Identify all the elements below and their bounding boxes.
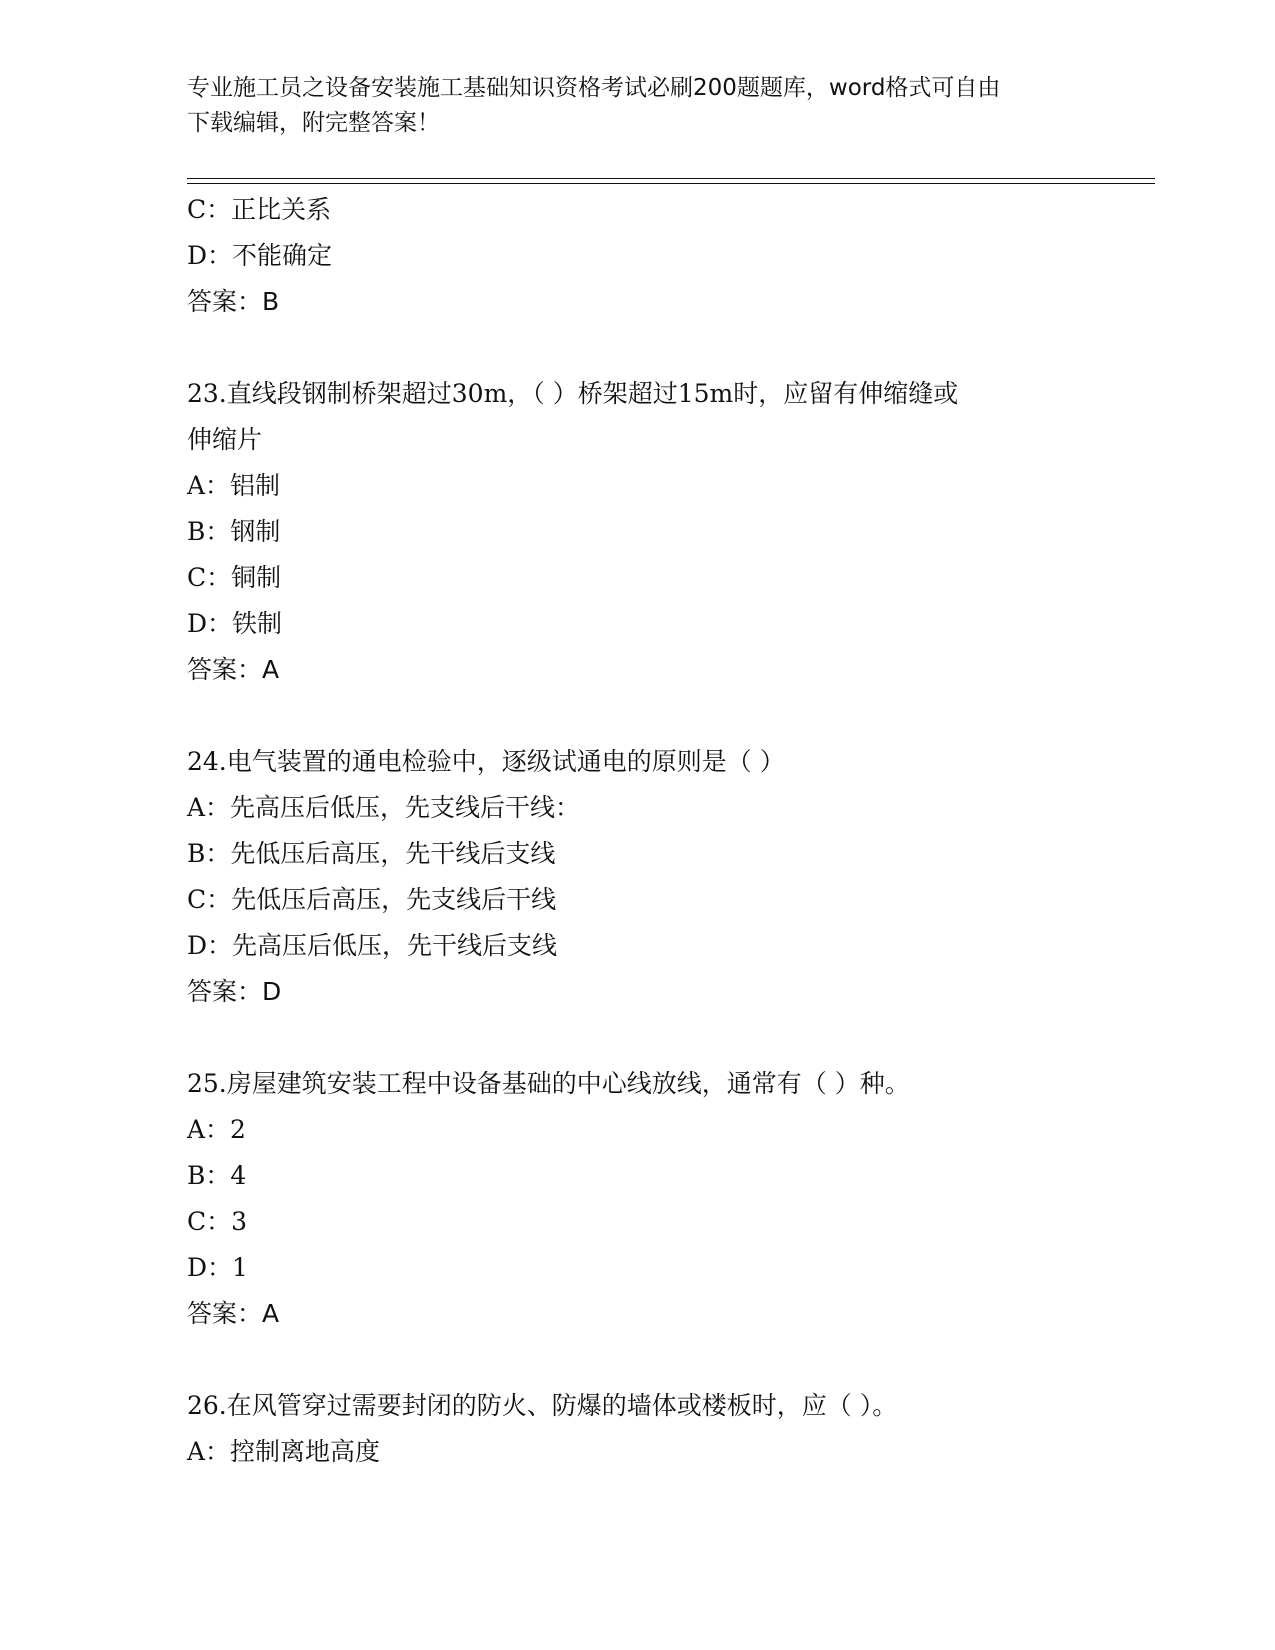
question-text: 26.在风管穿过需要封闭的防火、防爆的墙体或楼板时，应（ ）。 — [187, 1391, 898, 1420]
spacer — [187, 1337, 1155, 1383]
question-text-line-2: 伸缩片 — [187, 425, 263, 454]
option-d: D：铁制 — [187, 609, 283, 638]
question-25 — [187, 1061, 1155, 1337]
question-text: 25.房屋建筑安装工程中设备基础的中心线放线，通常有（ ）种。 — [187, 1069, 910, 1098]
document-header — [187, 71, 1087, 141]
option-a: A：控制离地高度 — [187, 1437, 381, 1466]
answer: 答案：D — [187, 977, 282, 1006]
header-line-1: 专业施工员之设备安装施工基础知识资格考试必刷200题题库，word格式可自由 — [187, 75, 1001, 101]
spacer — [187, 325, 1155, 371]
question-22-partial — [187, 187, 1155, 325]
header-line-2: 下载编辑，附完整答案！ — [187, 110, 440, 136]
spacer — [187, 1015, 1155, 1061]
header-rule-bottom — [187, 183, 1155, 184]
option-b: B：钢制 — [187, 517, 281, 546]
question-24 — [187, 739, 1155, 1015]
option-c: C：铜制 — [187, 563, 282, 592]
option-d: D：1 — [187, 1253, 248, 1282]
option-c: C：正比关系 — [187, 195, 332, 224]
question-list — [187, 187, 1155, 1475]
option-c: C：3 — [187, 1207, 248, 1236]
answer: 答案：B — [187, 287, 280, 316]
header-rule-top — [187, 178, 1155, 179]
option-d: D：先高压后低压，先干线后支线 — [187, 931, 558, 960]
option-a: A：铝制 — [187, 471, 281, 500]
option-d: D：不能确定 — [187, 241, 333, 270]
option-c: C：先低压后高压，先支线后干线 — [187, 885, 557, 914]
option-a: A：2 — [187, 1115, 246, 1144]
option-a: A：先高压后低压，先支线后干线： — [187, 793, 581, 822]
option-b: B：先低压后高压，先干线后支线 — [187, 839, 556, 868]
answer: 答案：A — [187, 1299, 280, 1328]
answer: 答案：A — [187, 655, 280, 684]
option-b: B：4 — [187, 1161, 247, 1190]
question-text-line-1: 23.直线段钢制桥架超过30m，（ ）桥架超过15m时，应留有伸缩缝或 — [187, 379, 959, 408]
question-23 — [187, 371, 1155, 693]
question-26 — [187, 1383, 1155, 1475]
spacer — [187, 693, 1155, 739]
question-text: 24.电气装置的通电检验中，逐级试通电的原则是（ ） — [187, 747, 785, 776]
